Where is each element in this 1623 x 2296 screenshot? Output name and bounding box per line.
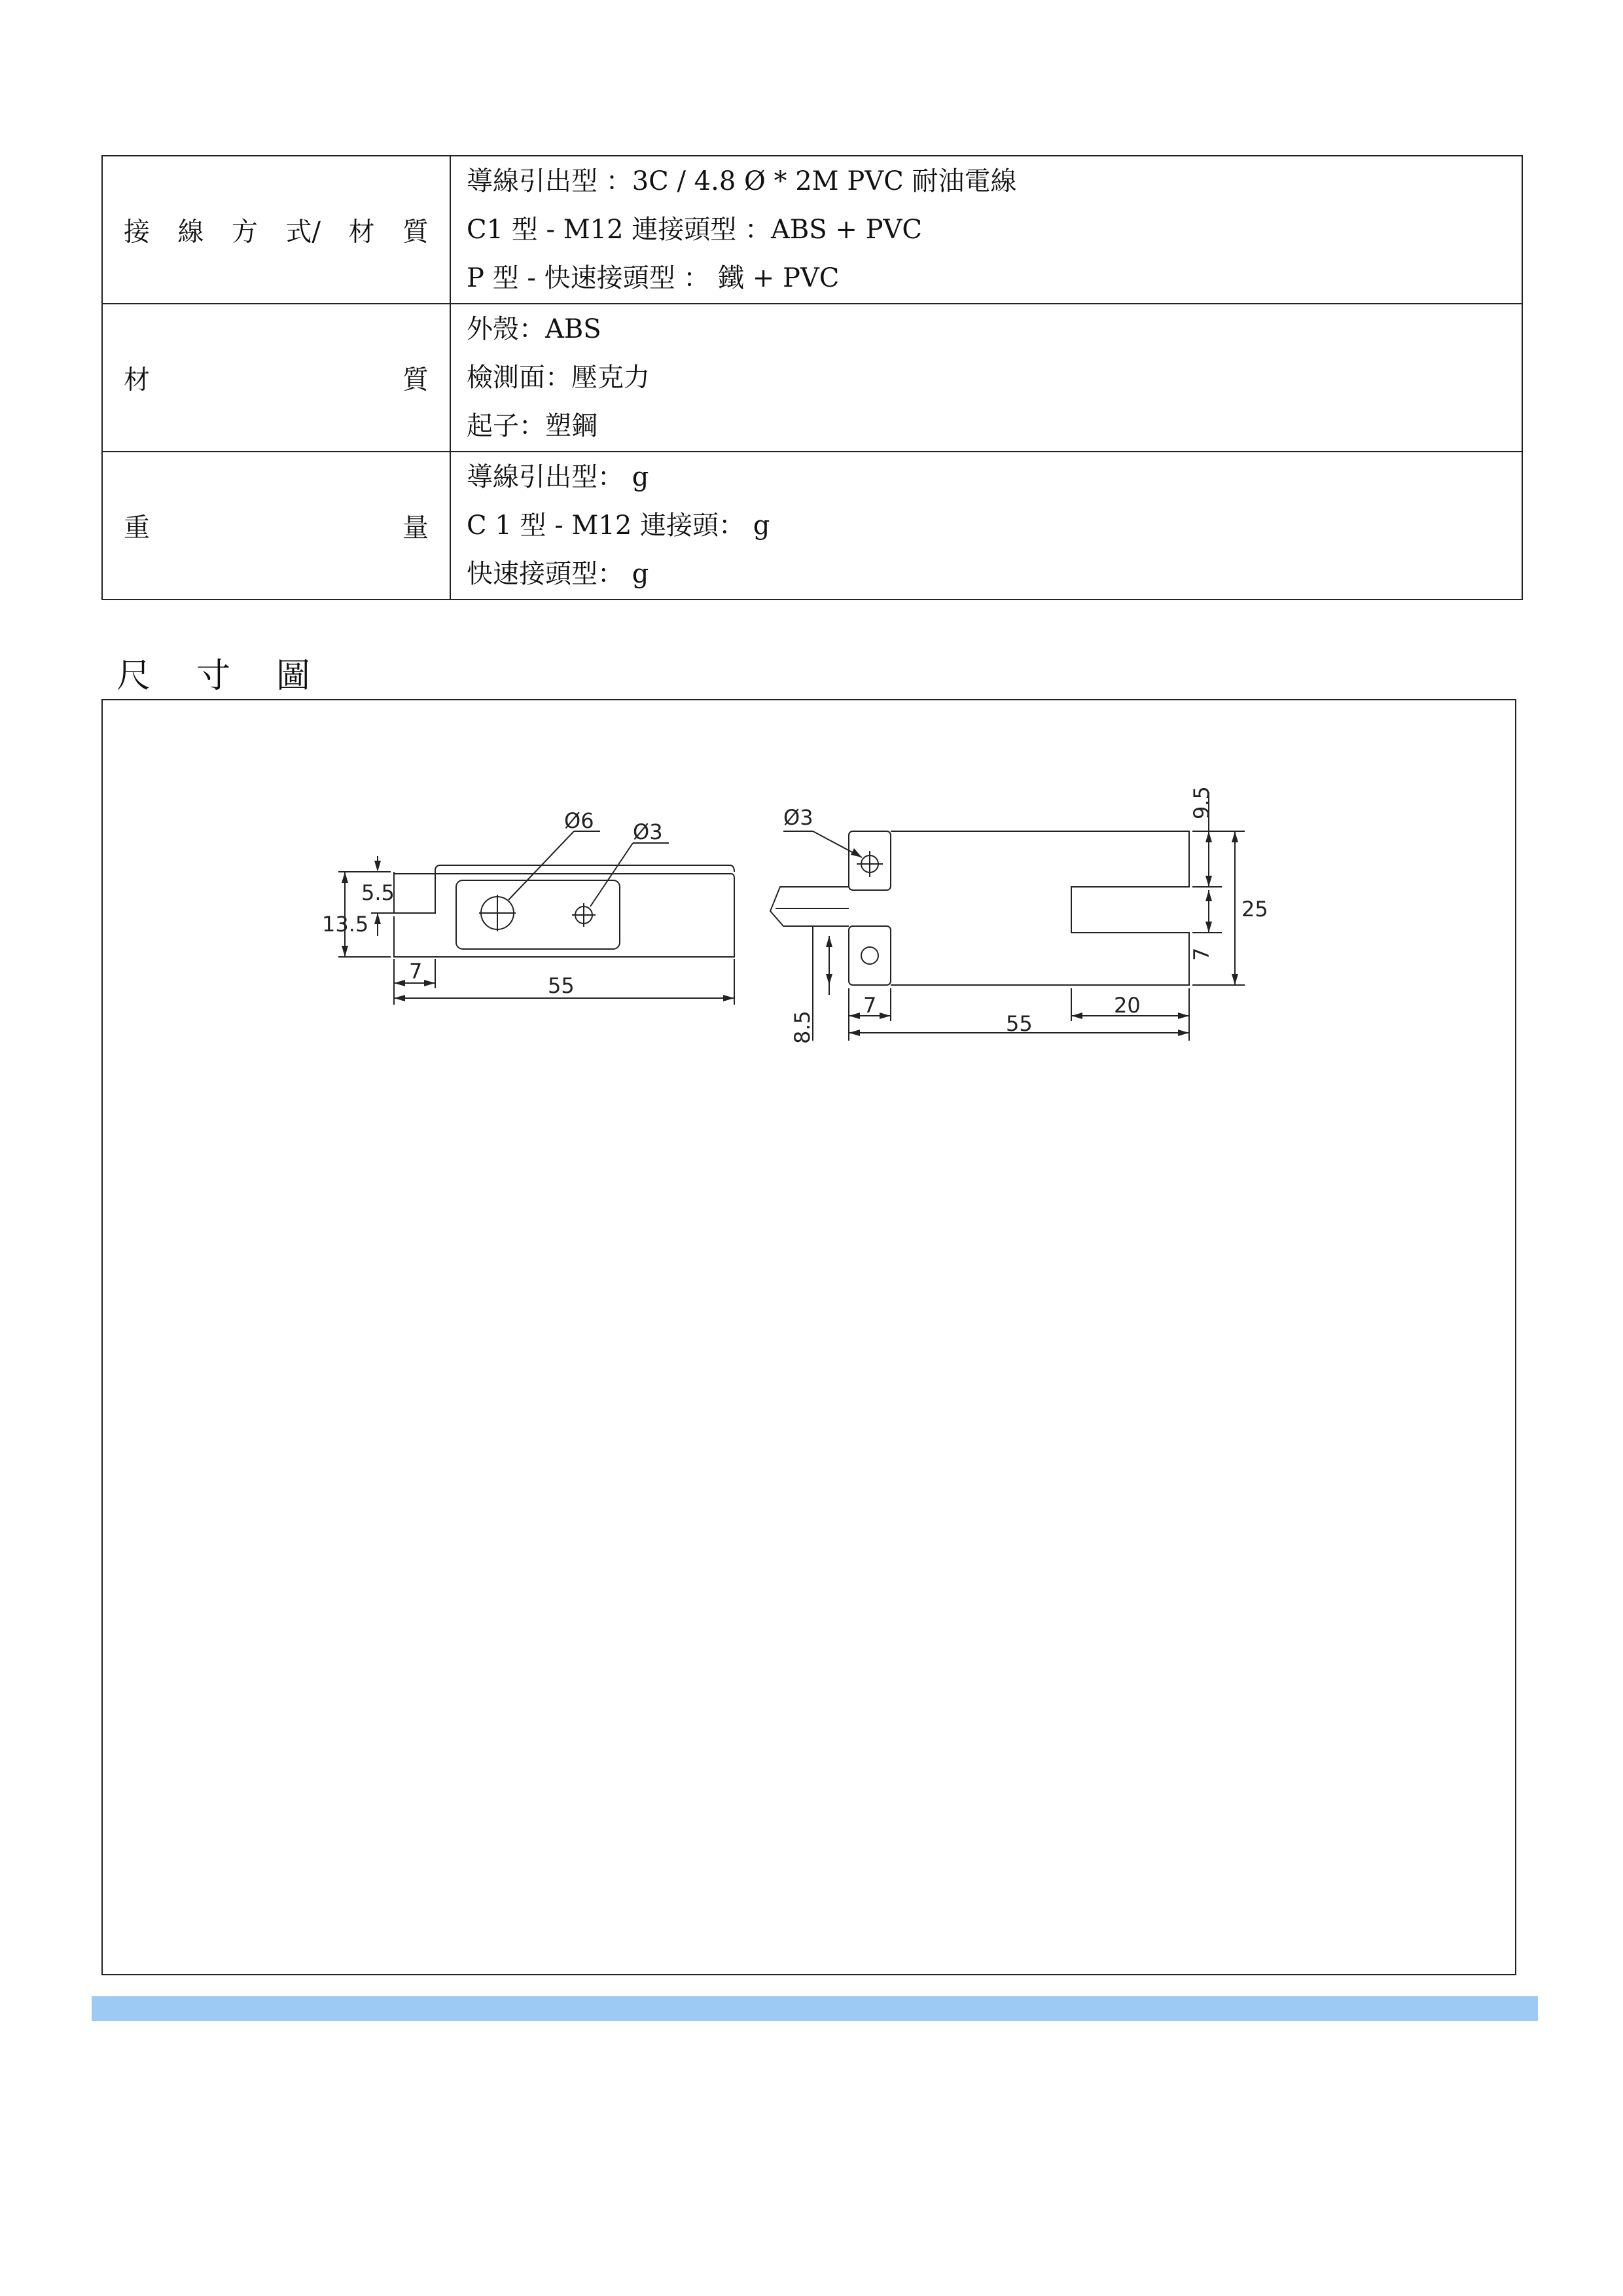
dim-side-dia-small: Ø3 [633,819,663,844]
dim-side-w-total: 55 [548,973,575,998]
dimension-arrows [342,831,1238,1036]
dim-top-w-total: 55 [1006,1011,1033,1036]
side-view [338,831,734,1005]
top-view [770,792,1245,1041]
dim-top-dia: Ø3 [783,805,813,830]
connection-material-values [450,156,1522,304]
spec-value: P 型 - 快速接頭型 ： 鐵 + PVC [467,263,840,293]
spec-value: 快速接頭型： g [467,559,649,589]
dim-top-slot-depth: 9.5 [1189,786,1214,819]
connection-material-label-cell [102,156,450,304]
spec-value: 導線引出型 ：3C / 4.8 Ø * 2M PVC 耐油電線 [467,166,1017,196]
table-row [102,452,1522,600]
spec-value: 檢測面：壓克力 [467,363,650,393]
dim-top-offset: 8.5 [790,1011,815,1044]
weight-label: 重 量 [124,512,429,543]
spec-table [101,155,1523,600]
dim-top-slot-width: 7 [1189,947,1214,961]
material-label-cell [102,304,450,452]
dim-top-slot-len: 20 [1114,993,1141,1018]
spec-value: 外殼：ABS [467,314,601,344]
weight-label-cell [102,452,450,600]
dimension-drawing [103,700,1515,1974]
dim-side-w-tab: 7 [409,959,423,984]
spec-value: 起子：塑鋼 [467,411,597,441]
dim-side-h-total: 13.5 [322,912,369,937]
weight-values [450,452,1522,600]
spec-value: C 1 型 - M12 連接頭： g [467,511,770,541]
footer-bar [92,1996,1538,2021]
dim-top-h-total: 25 [1241,897,1268,922]
material-values [450,304,1522,452]
table-row [102,304,1522,452]
spec-value: 導線引出型： g [467,462,649,492]
dim-top-w-tab: 7 [863,993,877,1018]
dim-side-dia-large: Ø6 [564,808,594,833]
connection-material-label: 接 線 方 式/ 材 質 [124,217,429,247]
table-row [102,156,1522,304]
dim-side-h-step: 5.5 [361,880,395,905]
spec-value: C1 型 - M12 連接頭型 ：ABS + PVC [467,215,923,245]
dimension-drawing-title: 尺 寸 圖 [116,656,311,696]
dimension-drawing-frame [101,699,1516,1975]
material-label: 材 質 [124,365,429,395]
